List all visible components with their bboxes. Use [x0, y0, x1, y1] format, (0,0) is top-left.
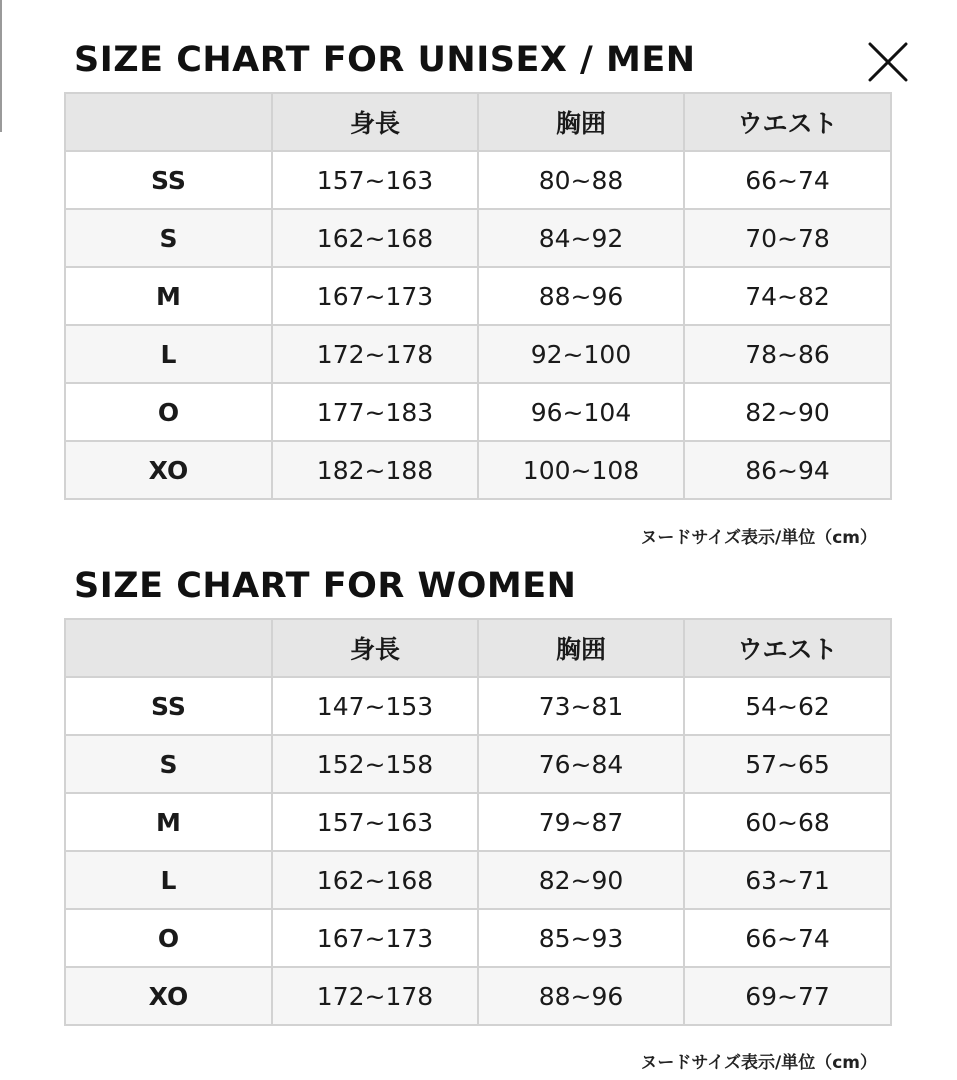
header-chest: 胸囲 [478, 619, 684, 677]
header-waist: ウエスト [684, 93, 891, 151]
table-header-row [65, 93, 891, 151]
size-cell: L [65, 851, 272, 909]
men-size-table [64, 92, 892, 500]
height-cell: 172~178 [272, 325, 478, 383]
height-cell: 167~173 [272, 267, 478, 325]
header-waist: ウエスト [684, 619, 891, 677]
men-unit-note: ヌードサイズ表示/単位（cm） [640, 528, 877, 548]
size-cell: M [65, 267, 272, 325]
chest-cell: 92~100 [478, 325, 684, 383]
size-cell: XO [65, 967, 272, 1025]
table-row [65, 325, 891, 383]
height-cell: 172~178 [272, 967, 478, 1025]
chest-cell: 85~93 [478, 909, 684, 967]
chest-cell: 82~90 [478, 851, 684, 909]
header-height: 身長 [272, 93, 478, 151]
waist-cell: 78~86 [684, 325, 891, 383]
waist-cell: 86~94 [684, 441, 891, 499]
height-cell: 182~188 [272, 441, 478, 499]
size-cell: L [65, 325, 272, 383]
chest-cell: 80~88 [478, 151, 684, 209]
chest-cell: 88~96 [478, 267, 684, 325]
size-cell: XO [65, 441, 272, 499]
chest-cell: 73~81 [478, 677, 684, 735]
chest-cell: 79~87 [478, 793, 684, 851]
table-header-row [65, 619, 891, 677]
table-row [65, 793, 891, 851]
height-cell: 157~163 [272, 793, 478, 851]
size-cell: SS [65, 151, 272, 209]
height-cell: 152~158 [272, 735, 478, 793]
chest-cell: 96~104 [478, 383, 684, 441]
size-cell: O [65, 383, 272, 441]
header-height: 身長 [272, 619, 478, 677]
waist-cell: 69~77 [684, 967, 891, 1025]
height-cell: 147~153 [272, 677, 478, 735]
waist-cell: 66~74 [684, 909, 891, 967]
waist-cell: 57~65 [684, 735, 891, 793]
header-size [65, 619, 272, 677]
chest-cell: 88~96 [478, 967, 684, 1025]
men-size-chart-title: SIZE CHART FOR UNISEX / MEN [74, 40, 696, 80]
waist-cell: 54~62 [684, 677, 891, 735]
height-cell: 167~173 [272, 909, 478, 967]
size-cell: M [65, 793, 272, 851]
waist-cell: 82~90 [684, 383, 891, 441]
header-size [65, 93, 272, 151]
women-size-table [64, 618, 892, 1026]
table-row [65, 151, 891, 209]
table-row [65, 851, 891, 909]
height-cell: 177~183 [272, 383, 478, 441]
women-unit-note: ヌードサイズ表示/単位（cm） [640, 1053, 877, 1073]
table-row [65, 909, 891, 967]
table-row [65, 677, 891, 735]
table-row [65, 441, 891, 499]
size-cell: S [65, 735, 272, 793]
size-cell: O [65, 909, 272, 967]
waist-cell: 74~82 [684, 267, 891, 325]
table-row [65, 267, 891, 325]
chest-cell: 76~84 [478, 735, 684, 793]
waist-cell: 70~78 [684, 209, 891, 267]
window-edge-divider [0, 0, 2, 132]
close-button[interactable] [866, 40, 910, 84]
table-row [65, 209, 891, 267]
table-row [65, 967, 891, 1025]
women-size-chart-title: SIZE CHART FOR WOMEN [74, 566, 577, 606]
chest-cell: 84~92 [478, 209, 684, 267]
chest-cell: 100~108 [478, 441, 684, 499]
close-icon [866, 40, 910, 84]
header-chest: 胸囲 [478, 93, 684, 151]
table-row [65, 735, 891, 793]
table-row [65, 383, 891, 441]
height-cell: 162~168 [272, 209, 478, 267]
waist-cell: 66~74 [684, 151, 891, 209]
size-cell: S [65, 209, 272, 267]
waist-cell: 60~68 [684, 793, 891, 851]
height-cell: 162~168 [272, 851, 478, 909]
height-cell: 157~163 [272, 151, 478, 209]
size-cell: SS [65, 677, 272, 735]
waist-cell: 63~71 [684, 851, 891, 909]
